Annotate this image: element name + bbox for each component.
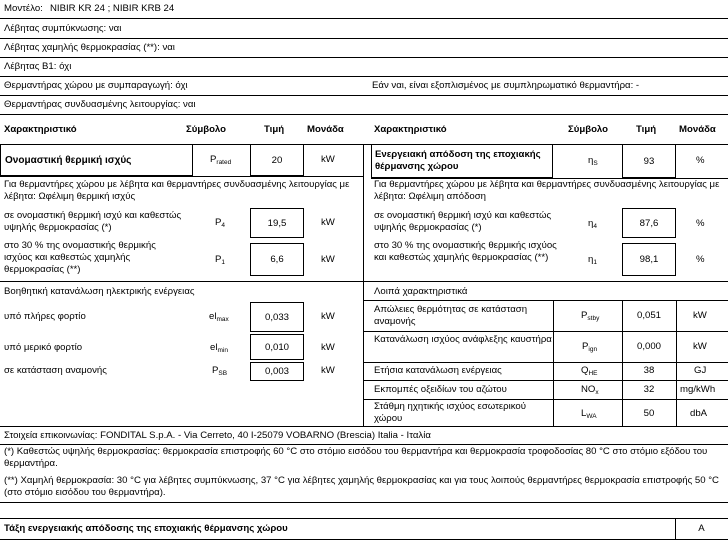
divider: [364, 380, 728, 381]
pign-symbol: $P_{ign}$: [582, 341, 598, 353]
cogeneration: Θερμαντήρας χώρου με συμπαραγωγή: όχι: [4, 80, 188, 91]
model-label: Μοντέλο:: [4, 3, 43, 14]
nox-unit: mg/kWh: [680, 384, 716, 395]
p4-symbol: $P_4$: [215, 217, 226, 229]
n1-unit: %: [696, 254, 705, 265]
divider: [0, 18, 728, 19]
ns-unit: %: [696, 155, 705, 166]
psb-symbol: $P_{SB}$: [212, 365, 228, 377]
energy-class-value: A: [698, 523, 705, 534]
aux-title: Βοηθητική κατανάλωση ηλεκτρικής ενέργειας: [4, 286, 195, 297]
elmin-value: 0,010: [250, 334, 304, 360]
note-high-temp: (*) Καθεστώς υψηλής θερμοκρασίας: θερμοκρασία επιστροφής 60 °C στο στόμιο εισόδου του θερμαντήρα και θερμοκρασία τροφοδοσίας 80 °C στο στόμιο εξόδου του θερμαντήρα.: [4, 446, 708, 469]
col-unit-right: Μονάδα: [679, 124, 716, 135]
p4-label: σε ονομαστική θερμική ισχύ και καθεστώς υψηλής θερμοκρασίας (*): [4, 210, 182, 233]
pstby-symbol: $P_{stby}$: [581, 310, 600, 322]
p1-label: στο 30 % της ονομαστικής θερμικής ισχύος και καθεστώς χαμηλής θερμοκρασίας (**): [4, 240, 156, 275]
psb-value: 0,003: [250, 362, 304, 381]
divider: [0, 444, 728, 445]
divider: [364, 362, 728, 363]
lwa-label: Στάθμη ηχητικής ισχύος εσωτερικού χώρου: [374, 401, 527, 424]
energy-class-label: Τάξη ενεργειακής απόδοσης της εποχιακής θέρμανσης χώρου: [4, 523, 288, 534]
n4-value: 87,6: [622, 208, 676, 238]
rated-output-unit: kW: [321, 154, 335, 165]
pstby-unit: kW: [693, 310, 707, 321]
pign-label: Κατανάλωση ισχύος ανάφλεξης καυστήρα: [374, 334, 552, 345]
divider: [0, 57, 728, 58]
useful-heat-title: Για θερμαντήρες χώρου με λέβητα και θερμαντήρες συνδυασμένης λειτουργίας με λέβητα: Ωφέλιμη θερμική ισχύς: [4, 179, 350, 202]
p4-unit: kW: [321, 217, 335, 228]
n1-value: 98,1: [622, 243, 676, 276]
elmax-unit: kW: [321, 311, 335, 322]
pign-value: 0,000: [636, 341, 661, 352]
divider: [364, 300, 728, 301]
condensing-boiler: Λέβητας συμπύκνωσης: ναι: [4, 23, 122, 34]
divider: [0, 426, 728, 427]
divider: [364, 281, 728, 282]
divider: [364, 399, 728, 400]
pign-unit: kW: [693, 341, 707, 352]
col-value-left: Τιμή: [264, 124, 285, 135]
n1-symbol: $\eta_1$: [588, 254, 597, 266]
supplementary-heater: Εάν ναι, είναι εξοπλισμένος με συμπληρωματικό θερμαντήρα: -: [372, 80, 640, 91]
elmin-label: υπό μερικό φορτίο: [4, 342, 83, 353]
nox-value: 32: [643, 384, 655, 395]
nox-symbol: $NO_x$: [581, 384, 599, 396]
divider: [0, 38, 728, 39]
divider: [0, 502, 728, 503]
qhe-value: 38: [643, 365, 655, 376]
qhe-unit: GJ: [694, 365, 707, 376]
low-temp-boiler: Λέβητας χαμηλής θερμοκρασίας (**): ναι: [4, 42, 175, 53]
pstby-label: Απώλειες θερμότητας σε κατάσταση αναμονής: [374, 304, 528, 327]
divider: [0, 95, 728, 96]
lwa-value: 50: [643, 408, 655, 419]
divider: [0, 176, 364, 177]
seasonal-efficiency-label-cell: [371, 144, 553, 178]
ns-value: 93: [622, 144, 676, 178]
elmin-unit: kW: [321, 342, 335, 353]
qhe-symbol: $Q_{HE}$: [581, 365, 598, 377]
col-characteristic-left: Χαρακτηριστικό: [4, 124, 77, 135]
elmax-label: υπό πλήρες φορτίο: [4, 311, 86, 322]
p1-symbol: $P_1$: [215, 254, 226, 266]
b1-boiler: Λέβητας Β1: όχι: [4, 61, 72, 72]
n4-symbol: $\eta_4$: [588, 218, 597, 230]
qhe-label: Ετήσια κατανάλωση ενέργειας: [374, 365, 502, 376]
divider: [0, 76, 728, 77]
n4-unit: %: [696, 218, 705, 229]
rated-output-symbol: $P_{rated}$: [210, 154, 232, 166]
col-symbol-right: Σύμβολο: [568, 124, 609, 135]
rated-output-label-cell: [0, 144, 193, 176]
combination-heater: Θερμαντήρας συνδυασμένης λειτουργίας: ναι: [4, 99, 196, 110]
divider: [0, 114, 728, 115]
lwa-unit: dbA: [690, 408, 708, 419]
col-unit-left: Μονάδα: [307, 124, 344, 135]
n4-label: σε ονομαστική θερμική ισχύ και καθεστώς υψηλής θερμοκρασίας (*): [374, 210, 552, 233]
note-low-temp: (**) Χαμηλή θερμοκρασία: 30 °C για λέβητες συμπύκνωσης, 37 °C για λέβητες χαμηλής θερμοκρασίας και για τους λοιπούς θερμαντήρες θερμοκρασία επιστροφής 50 °C (στο στόμιο εισόδου του θερμαντήρα).: [4, 475, 719, 498]
col-symbol-left: Σύμβολο: [186, 124, 227, 135]
n1-label: στο 30 % της ονομαστικής θερμικής ισχύος και καθεστώς χαμηλής θερμοκρασίας (**): [374, 240, 557, 263]
model-value: NIBIR KR 24 ; NIBIR KRB 24: [50, 3, 175, 14]
psb-label: σε κατάσταση αναμονής: [4, 365, 107, 376]
rated-output-label: Ονομαστική θερμική ισχύς: [5, 154, 132, 166]
contact-info: Στοιχεία επικοινωνίας: FONDITAL S.p.A. - Via Cerreto, 40 I-25079 VOBARNO (Brescia) Italia - Ιταλία: [4, 430, 431, 441]
nox-label: Εκπομπές οξειδίων του αζώτου: [374, 384, 507, 395]
elmin-symbol: $el_{min}$: [210, 342, 228, 354]
p1-value: 6,6: [250, 243, 304, 276]
rated-output-value: 20: [250, 144, 304, 176]
divider: [364, 331, 728, 332]
grid-line: [676, 300, 677, 426]
lwa-symbol: $L_{WA}$: [581, 408, 597, 420]
divider: [0, 281, 364, 282]
p1-unit: kW: [321, 254, 335, 265]
col-characteristic-right: Χαρακτηριστικό: [374, 124, 447, 135]
seasonal-efficiency-label: Ενεργειακή απόδοση της εποχιακής θέρμανσης χώρου: [375, 149, 541, 172]
pstby-value: 0,051: [636, 310, 661, 321]
elmax-value: 0,033: [250, 302, 304, 332]
grid-line: [553, 300, 554, 426]
ns-symbol: $\eta_S$: [588, 155, 598, 167]
p4-value: 19,5: [250, 208, 304, 238]
other-title: Λοιπά χαρακτηριστικά: [374, 286, 468, 297]
useful-efficiency-title: Για θερμαντήρες χώρου με λέβητα και θερμαντήρες συνδυασμένης λειτουργίας με λέβητα: Ωφέλιμη απόδοση: [374, 179, 720, 202]
elmax-symbol: $el_{max}$: [209, 311, 229, 323]
col-value-right: Τιμή: [636, 124, 657, 135]
psb-unit: kW: [321, 365, 335, 376]
